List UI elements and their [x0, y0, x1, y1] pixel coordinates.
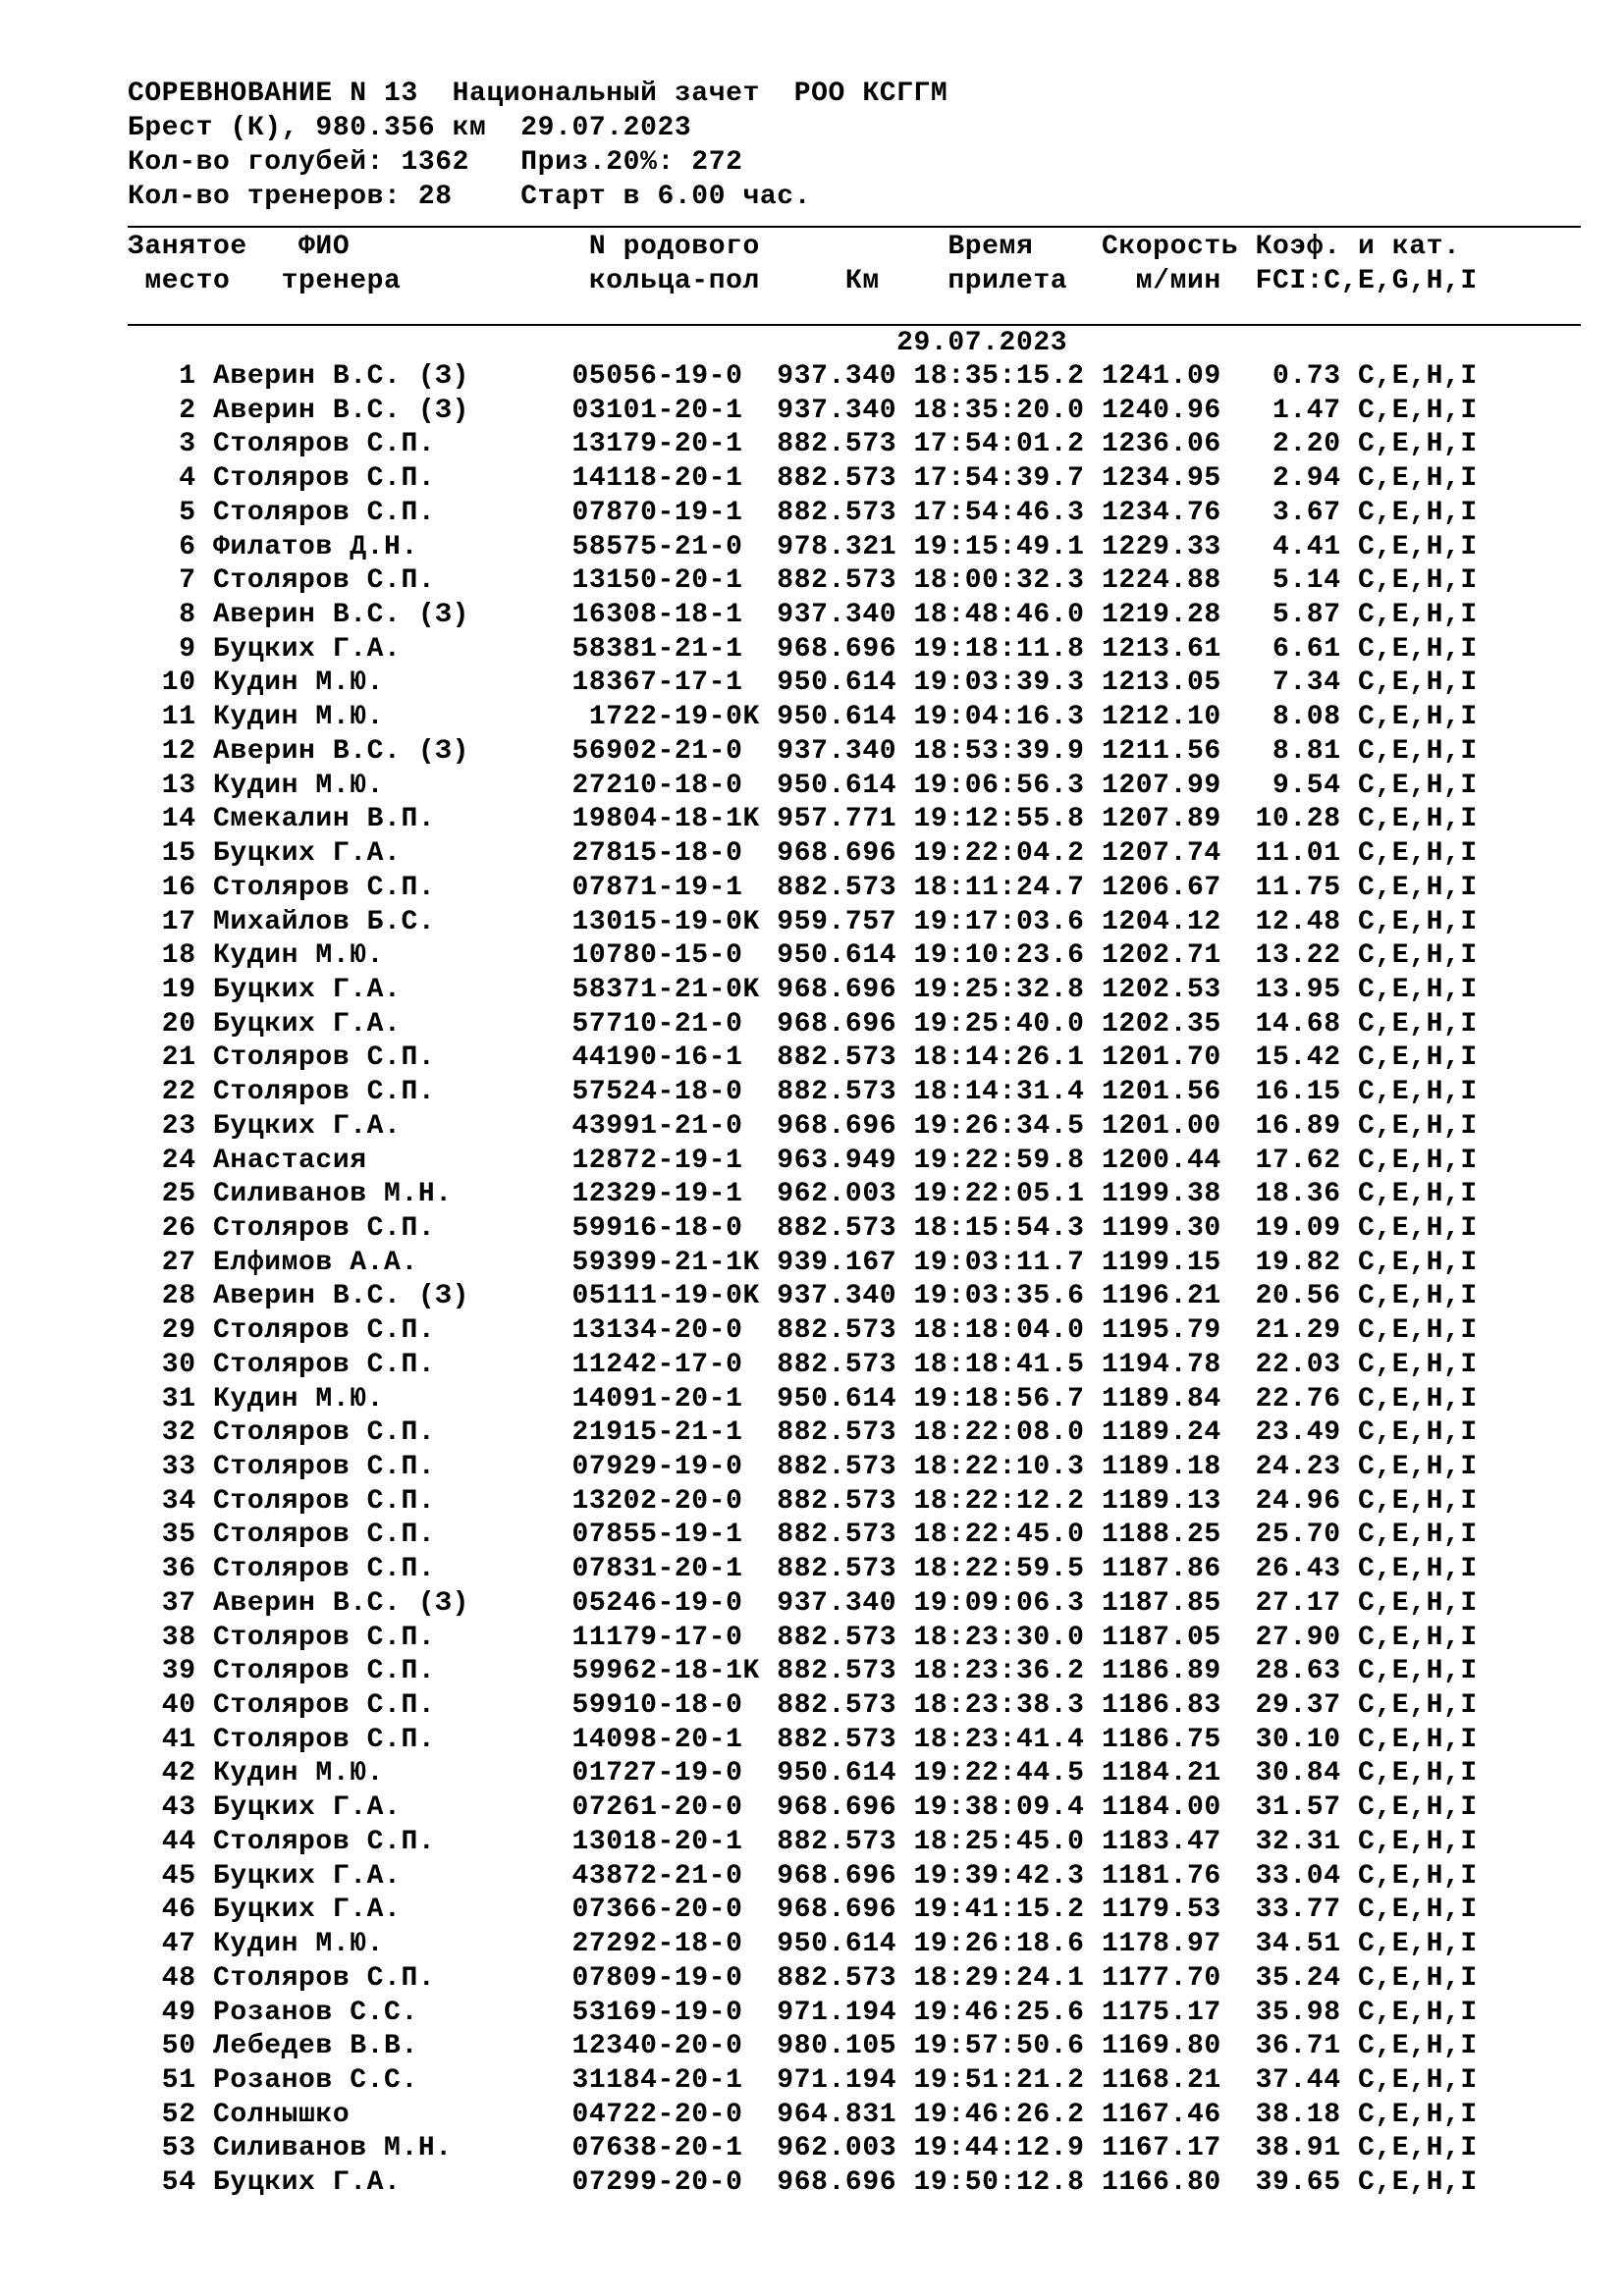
table-row: 2 Аверин В.С. (З) 03101-20-1 937.340 18:35:20.0 1240.96 1.47 C,E,H,I	[128, 395, 1478, 426]
table-row: 22 Столяров С.П. 57524-18-0 882.573 18:14:31.4 1201.56 16.15 C,E,H,I	[128, 1077, 1478, 1108]
table-row: 18 Кудин М.Ю. 10780-15-0 950.614 19:10:23.6 1202.71 13.22 C,E,H,I	[128, 940, 1478, 972]
results-document	[128, 77, 1581, 2201]
table-row: 44 Столяров С.П. 13018-20-1 882.573 18:25:45.0 1183.47 32.31 C,E,H,I	[128, 1826, 1478, 1857]
table-row: 41 Столяров С.П. 14098-20-1 882.573 18:23:41.4 1186.75 30.10 C,E,H,I	[128, 1724, 1478, 1755]
table-row: 46 Буцких Г.А. 07366-20-0 968.696 19:41:15.2 1179.53 33.77 C,E,H,I	[128, 1895, 1478, 1926]
birds-count-prizes: Кол-во голубей: 1362 Приз.20%: 272	[128, 147, 743, 178]
table-row: 21 Столяров С.П. 44190-16-1 882.573 18:14:26.1 1201.70 15.42 C,E,H,I	[128, 1042, 1478, 1074]
table-row: 19 Буцких Г.А. 58371-21-0K 968.696 19:25:32.8 1202.53 13.95 C,E,H,I	[128, 974, 1478, 1005]
results-table-body	[128, 360, 1581, 2201]
table-row: 38 Столяров С.П. 11179-17-0 882.573 18:23:30.0 1187.05 27.90 C,E,H,I	[128, 1622, 1478, 1653]
table-row: 40 Столяров С.П. 59910-18-0 882.573 18:23:38.3 1186.83 29.37 C,E,H,I	[128, 1690, 1478, 1722]
table-row: 50 Лебедев В.В. 12340-20-0 980.105 19:57:50.6 1169.80 36.71 C,E,H,I	[128, 2031, 1478, 2062]
table-row: 39 Столяров С.П. 59962-18-1K 882.573 18:23:36.2 1186.89 28.63 C,E,H,I	[128, 1656, 1478, 1687]
table-row: 32 Столяров С.П. 21915-21-1 882.573 18:22:08.0 1189.24 23.49 C,E,H,I	[128, 1417, 1478, 1449]
table-top-rule	[128, 226, 1581, 228]
table-row: 52 Солнышко 04722-20-0 964.831 19:46:26.2 1167.46 38.18 C,E,H,I	[128, 2099, 1478, 2130]
table-row: 49 Розанов С.С. 53169-19-0 971.194 19:46:25.6 1175.17 35.98 C,E,H,I	[128, 1997, 1478, 2028]
table-row: 5 Столяров С.П. 07870-19-1 882.573 17:54:46.3 1234.76 3.67 C,E,H,I	[128, 497, 1478, 528]
column-headers-line-2: место тренера кольца-пол Км прилета м/мин FCI:C,E,G,H,I	[128, 266, 1478, 296]
table-row: 47 Кудин М.Ю. 27292-18-0 950.614 19:26:18.6 1178.97 34.51 C,E,H,I	[128, 1929, 1478, 1960]
table-row: 13 Кудин М.Ю. 27210-18-0 950.614 19:06:56.3 1207.99 9.54 C,E,H,I	[128, 770, 1478, 801]
table-row: 25 Силиванов М.Н. 12329-19-1 962.003 19:22:05.1 1199.38 18.36 C,E,H,I	[128, 1179, 1478, 1210]
race-location-date: Брест (К), 980.356 км 29.07.2023	[128, 113, 692, 143]
table-row: 31 Кудин М.Ю. 14091-20-1 950.614 19:18:56.7 1189.84 22.76 C,E,H,I	[128, 1383, 1478, 1415]
table-row: 37 Аверин В.С. (З) 05246-19-0 937.340 19:09:06.3 1187.85 27.17 C,E,H,I	[128, 1587, 1478, 1619]
table-row: 53 Силиванов М.Н. 07638-20-1 962.003 19:44:12.9 1167.17 38.91 C,E,H,I	[128, 2133, 1478, 2164]
table-row: 1 Аверин В.С. (З) 05056-19-0 937.340 18:35:15.2 1241.09 0.73 C,E,H,I	[128, 361, 1478, 392]
table-row: 48 Столяров С.П. 07809-19-0 882.573 18:29:24.1 1177.70 35.24 C,E,H,I	[128, 1962, 1478, 1994]
table-row: 12 Аверин В.С. (З) 56902-21-0 937.340 18:53:39.9 1211.56 8.81 C,E,H,I	[128, 735, 1478, 767]
table-row: 29 Столяров С.П. 13134-20-0 882.573 18:18:04.0 1195.79 21.29 C,E,H,I	[128, 1315, 1478, 1347]
table-row: 7 Столяров С.П. 13150-20-1 882.573 18:00:32.3 1224.88 5.14 C,E,H,I	[128, 565, 1478, 597]
table-row: 14 Смекалин В.П. 19804-18-1K 957.771 19:12:55.8 1207.89 10.28 C,E,H,I	[128, 804, 1478, 835]
table-row: 20 Буцких Г.А. 57710-21-0 968.696 19:25:40.0 1202.35 14.68 C,E,H,I	[128, 1008, 1478, 1040]
table-row: 16 Столяров С.П. 07871-19-1 882.573 18:11:24.7 1206.67 11.75 C,E,H,I	[128, 872, 1478, 903]
table-row: 45 Буцких Г.А. 43872-21-0 968.696 19:39:42.3 1181.76 33.04 C,E,H,I	[128, 1860, 1478, 1892]
table-row: 42 Кудин М.Ю. 01727-19-0 950.614 19:22:44.5 1184.21 30.84 C,E,H,I	[128, 1758, 1478, 1789]
table-header	[128, 230, 1581, 298]
table-row: 24 Анастасия 12872-19-1 963.949 19:22:59.8 1200.44 17.62 C,E,H,I	[128, 1145, 1478, 1176]
table-row: 6 Филатов Д.Н. 58575-21-0 978.321 19:15:49.1 1229.33 4.41 C,E,H,I	[128, 531, 1478, 562]
competition-title: СОРЕВНОВАНИЕ N 13 Национальный зачет РОО КСГГМ	[128, 79, 948, 109]
table-row: 34 Столяров С.П. 13202-20-0 882.573 18:22:12.2 1189.13 24.96 C,E,H,I	[128, 1485, 1478, 1517]
table-row: 11 Кудин М.Ю. 1722-19-0K 950.614 19:04:16.3 1212.10 8.08 C,E,H,I	[128, 702, 1478, 733]
table-row: 51 Розанов С.С. 31184-20-1 971.194 19:51:21.2 1168.21 37.44 C,E,H,I	[128, 2064, 1478, 2096]
table-row: 3 Столяров С.П. 13179-20-1 882.573 17:54:01.2 1236.06 2.20 C,E,H,I	[128, 429, 1478, 460]
table-row: 17 Михайлов Б.С. 13015-19-0K 959.757 19:17:03.6 1204.12 12.48 C,E,H,I	[128, 906, 1478, 937]
table-row: 27 Елфимов А.А. 59399-21-1K 939.167 19:03:11.7 1199.15 19.82 C,E,H,I	[128, 1247, 1478, 1278]
table-row: 30 Столяров С.П. 11242-17-0 882.573 18:18:41.5 1194.78 22.03 C,E,H,I	[128, 1349, 1478, 1380]
table-row: 4 Столяров С.П. 14118-20-1 882.573 17:54:39.7 1234.95 2.94 C,E,H,I	[128, 463, 1478, 495]
table-row: 33 Столяров С.П. 07929-19-0 882.573 18:22:10.3 1189.18 24.23 C,E,H,I	[128, 1452, 1478, 1482]
table-row: 36 Столяров С.П. 07831-20-1 882.573 18:22:59.5 1187.86 26.43 C,E,H,I	[128, 1554, 1478, 1585]
table-row: 35 Столяров С.П. 07855-19-1 882.573 18:22:45.0 1188.25 25.70 C,E,H,I	[128, 1520, 1478, 1551]
table-row: 15 Буцких Г.А. 27815-18-0 968.696 19:22:04.2 1207.74 11.01 C,E,H,I	[128, 838, 1478, 870]
table-row: 10 Кудин М.Ю. 18367-17-1 950.614 19:03:39.3 1213.05 7.34 C,E,H,I	[128, 667, 1478, 699]
table-row: 43 Буцких Г.А. 07261-20-0 968.696 19:38:09.4 1184.00 31.57 C,E,H,I	[128, 1792, 1478, 1824]
table-row: 9 Буцких Г.А. 58381-21-1 968.696 19:18:11.8 1213.61 6.61 C,E,H,I	[128, 633, 1478, 665]
date-separator: 29.07.2023	[128, 328, 1068, 358]
column-headers-line-1: Занятое ФИО N родового Время Скорость Коэф. и кат.	[128, 232, 1461, 262]
table-row: 54 Буцких Г.А. 07299-20-0 968.696 19:50:12.8 1166.80 39.65 C,E,H,I	[128, 2167, 1478, 2199]
trainers-count-start: Кол-во тренеров: 28 Старт в 6.00 час.	[128, 182, 812, 212]
table-row: 8 Аверин В.С. (З) 16308-18-1 937.340 18:48:46.0 1219.28 5.87 C,E,H,I	[128, 600, 1478, 631]
table-row: 23 Буцких Г.А. 43991-21-0 968.696 19:26:34.5 1201.00 16.89 C,E,H,I	[128, 1110, 1478, 1142]
table-row: 28 Аверин В.С. (З) 05111-19-0K 937.340 19:03:35.6 1196.21 20.56 C,E,H,I	[128, 1281, 1478, 1312]
table-row: 26 Столяров С.П. 59916-18-0 882.573 18:15:54.3 1199.30 19.09 C,E,H,I	[128, 1212, 1478, 1244]
